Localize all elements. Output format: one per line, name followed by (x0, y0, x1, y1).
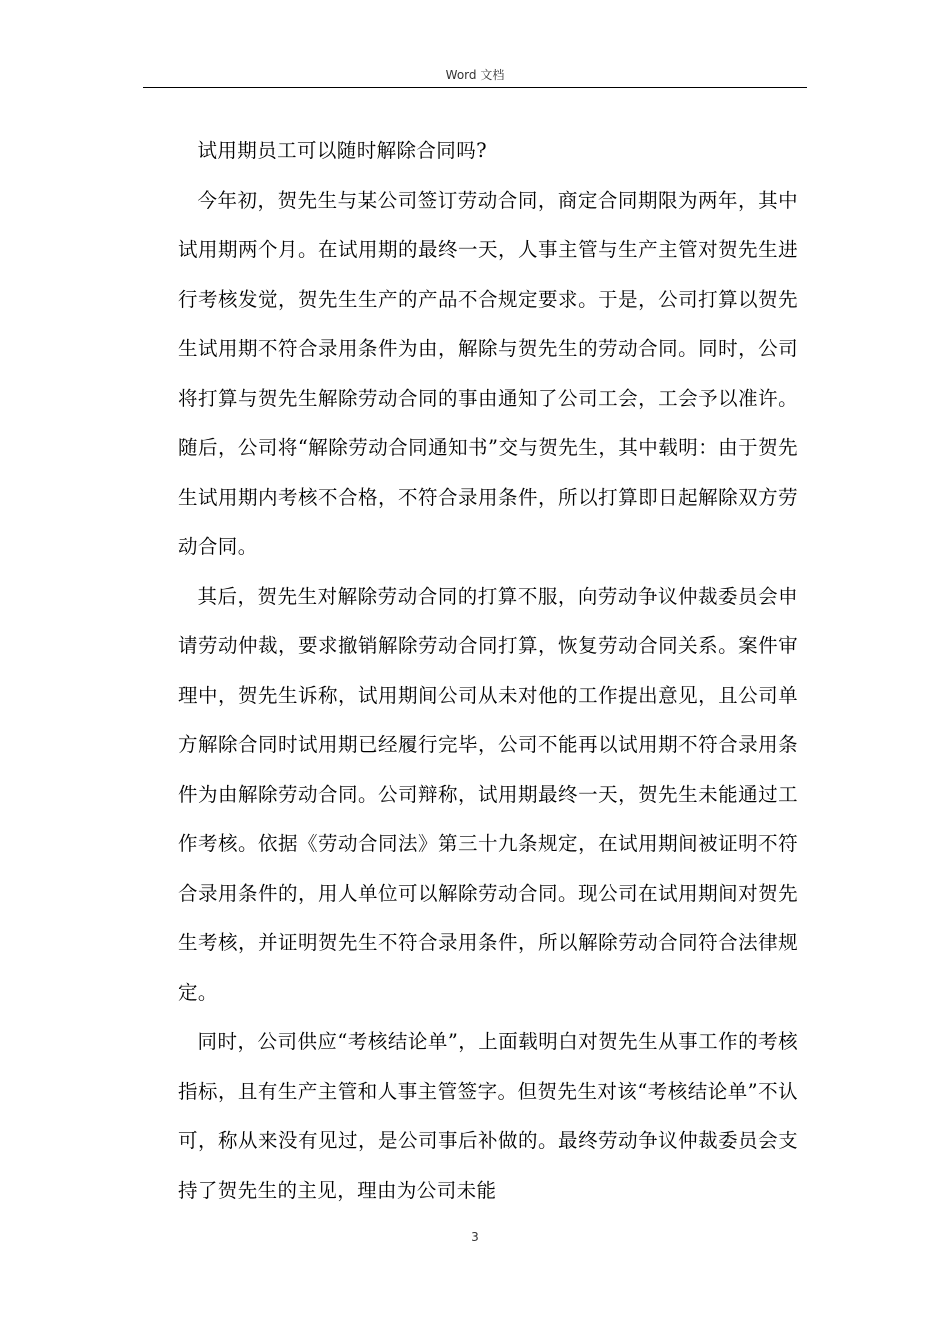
document-body (178, 126, 798, 1215)
page-number: 3 (471, 1230, 479, 1244)
paragraph-question: 试用期员工可以随时解除合同吗? (197, 139, 487, 162)
page-header: Word 文档 (445, 68, 505, 82)
header-divider (143, 87, 807, 88)
paragraph-case-background: 今年初，贺先生与某公司签订劳动合同，商定合同期限为两年，其中试用期两个月。在试用期的最终一天，人事主管与生产主管对贺先生进行考核发觉，贺先生生产的产品不合规定要求。于是，公司打算以贺先生试用期不符合录用条件为由，解除与贺先生的劳动合同。同时，公司将打算与贺先生解除劳动合同的事由通知了公司工会，工会予以准许。随后，公司将“解除劳动合同通知书”交与贺先生，其中载明：由于贺先生试用期内考核不合格，不符合录用条件，所以打算即日起解除双方劳动合同。 (178, 188, 798, 558)
paragraph-arbitration: 其后，贺先生对解除劳动合同的打算不服，向劳动争议仲裁委员会申请劳动仲裁，要求撤销解除劳动合同打算，恢复劳动合同关系。案件审理中，贺先生诉称，试用期间公司从未对他的工作提出意见，且公司单方解除合同时试用期已经履行完毕，公司不能再以试用期不符合录用条件为由解除劳动合同。公司辩称，试用期最终一天，贺先生未能通过工作考核。依据《劳动合同法》第三十九条规定，在试用期间被证明不符合录用条件的，用人单位可以解除劳动合同。现公司在试用期间对贺先生考核，并证明贺先生不符合录用条件，所以解除劳动合同符合法律规定。 (178, 584, 798, 1004)
paragraph-evidence: 同时，公司供应“考核结论单”，上面载明白对贺先生从事工作的考核指标，且有生产主管和人事主管签字。但贺先生对该“考核结论单”不认可，称从来没有见过，是公司事后补做的。最终劳动争议仲裁委员会支持了贺先生的主见，理由为公司未能 (178, 1030, 798, 1202)
